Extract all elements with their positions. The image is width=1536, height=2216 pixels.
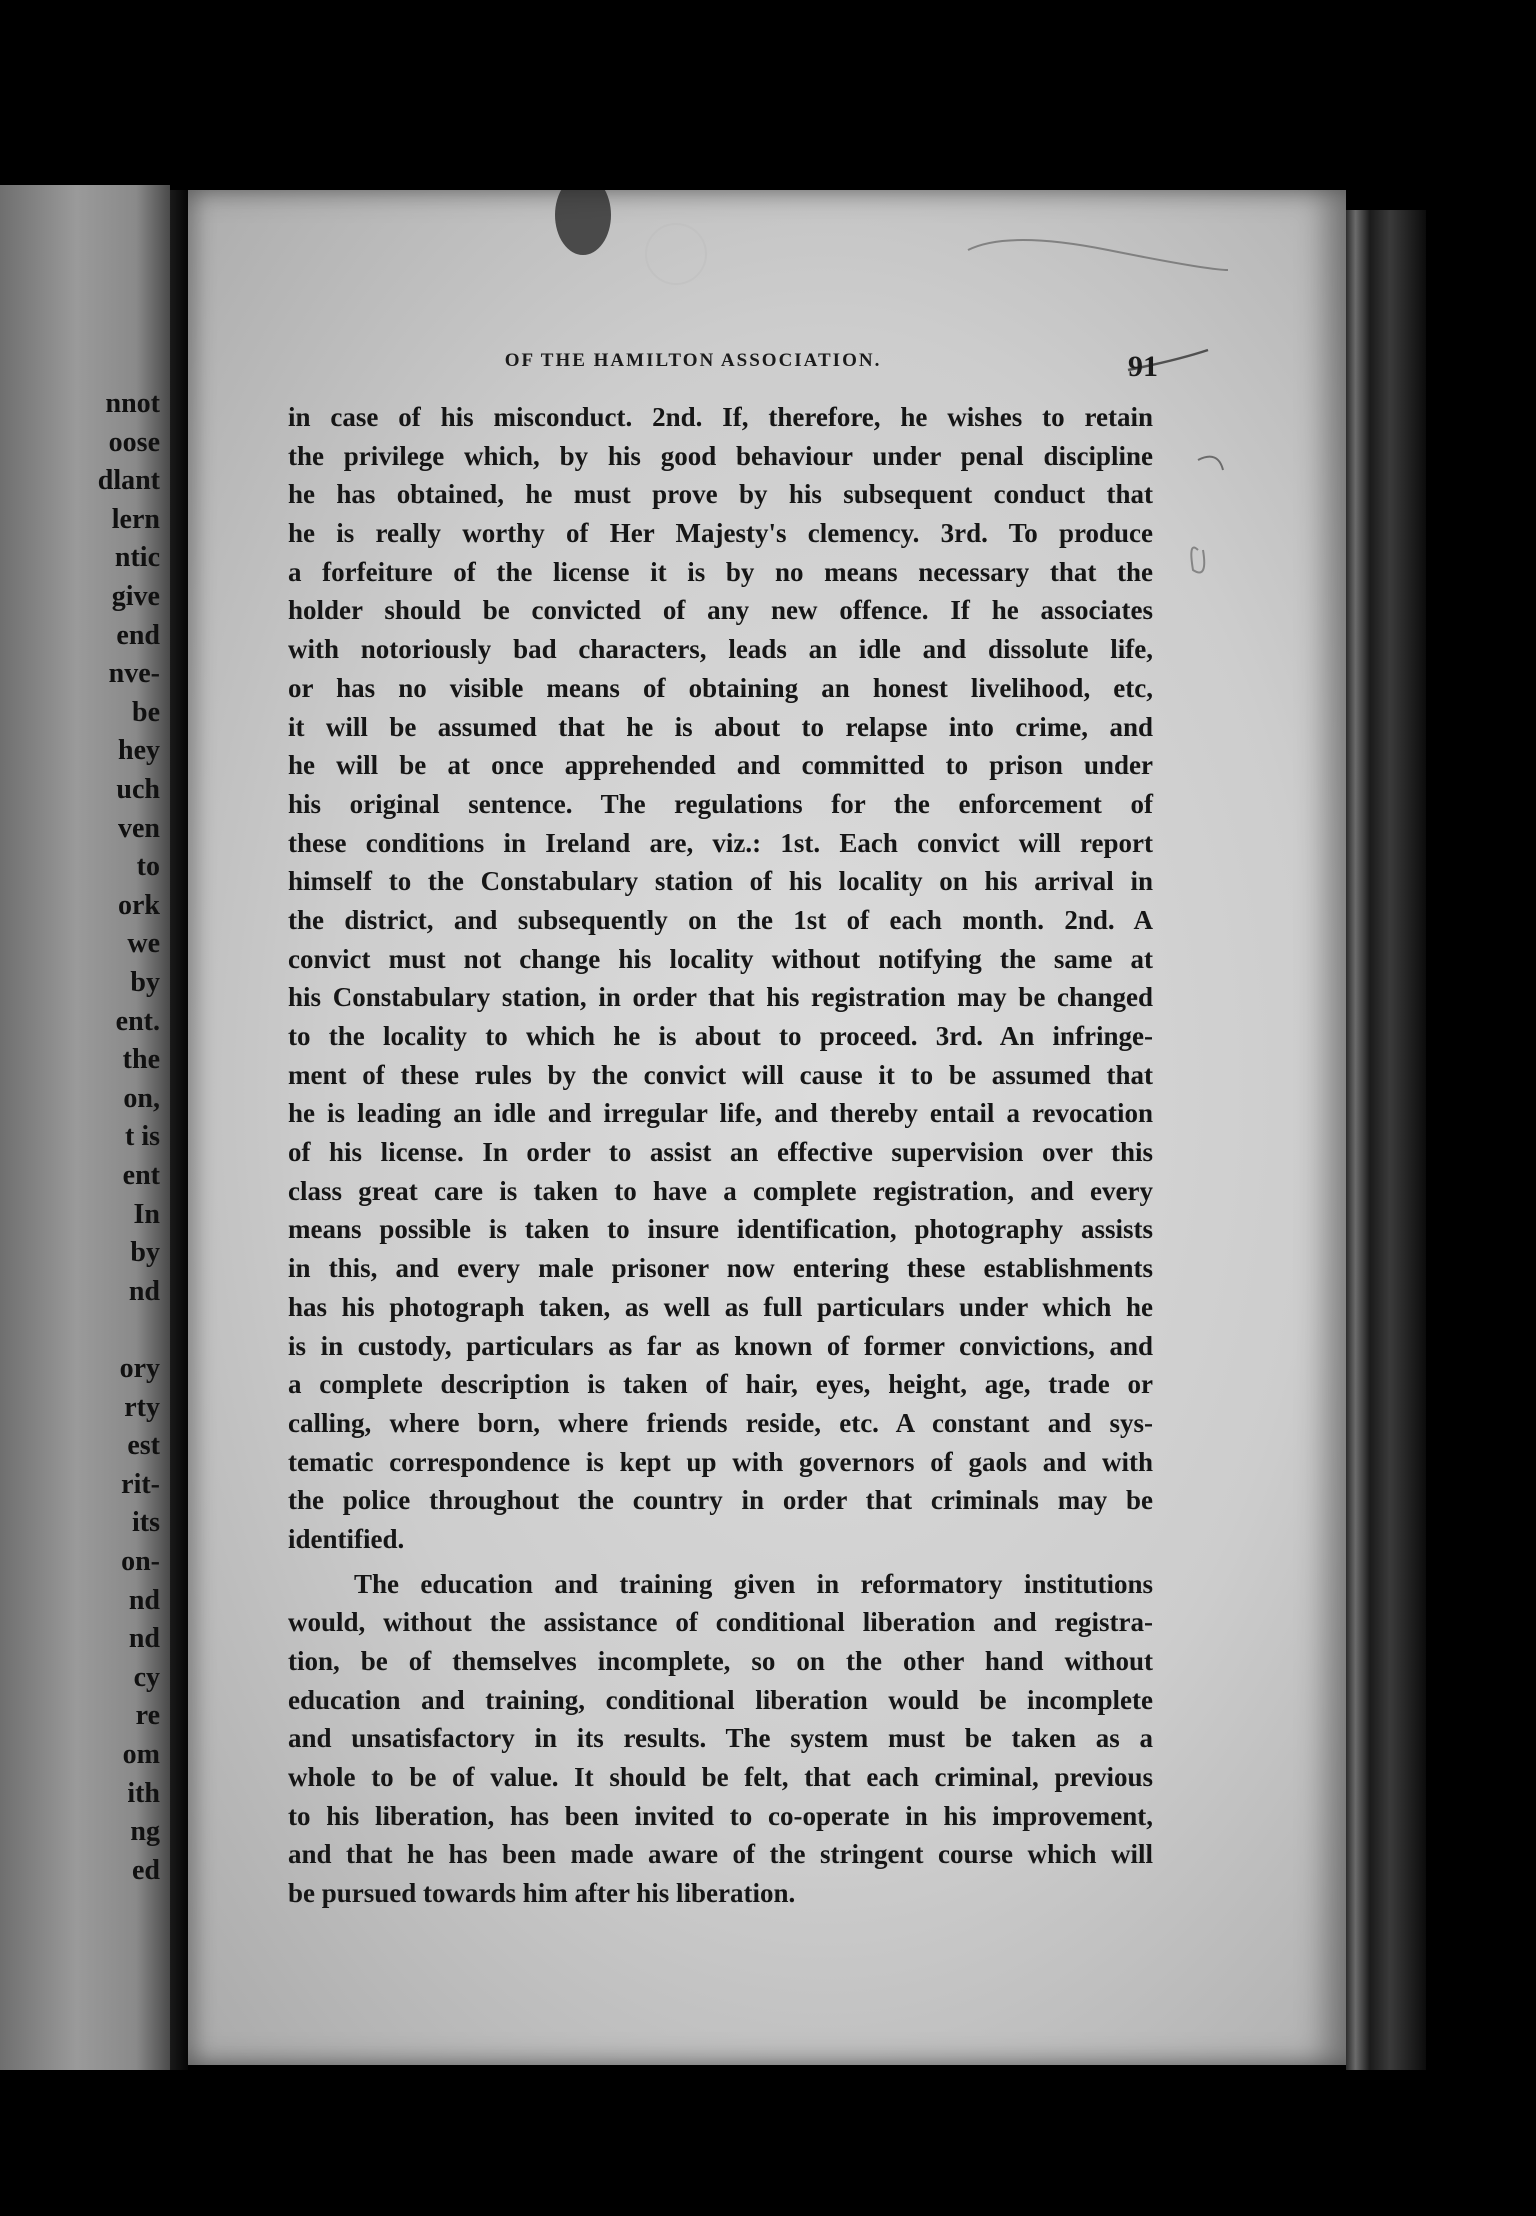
book-page	[188, 190, 1346, 2065]
facing-page-fragment: nnot	[105, 388, 160, 419]
facing-page-fragment: cy	[133, 1661, 160, 1693]
facing-page-fragment: nd	[128, 1275, 160, 1307]
text-line: holder should be convicted of any new offence. If he associates	[288, 595, 1153, 626]
text-line: a complete description is taken of hair, eyes, height, age, trade or	[288, 1369, 1153, 1400]
facing-page-fragment: nd	[128, 1584, 160, 1616]
text-line: he will be at once apprehended and committed to prison under	[288, 750, 1153, 781]
facing-page-fragment: rit-	[121, 1468, 160, 1500]
book-binding-edge	[1346, 210, 1426, 2070]
text-line: and unsatisfactory in its results. The system must be taken as a	[288, 1723, 1153, 1754]
facing-page-fragment: t is	[125, 1121, 160, 1153]
text-line: would, without the assistance of conditional liberation and registra-	[288, 1607, 1153, 1638]
facing-page-fragment: we	[127, 928, 160, 960]
facing-page-fragment: to	[136, 851, 160, 883]
text-line: tion, be of themselves incomplete, so on the other hand without	[288, 1646, 1153, 1676]
facing-page-fragment: ent.	[115, 1005, 160, 1037]
page-gutter	[170, 190, 188, 2070]
text-line: be pursued towards him after his liberation.	[288, 1878, 796, 1909]
text-line: tematic correspondence is kept up with governors of gaols and with	[288, 1446, 1153, 1477]
facing-page-fragment: uch	[116, 774, 160, 805]
facing-page-fragment: dlant	[97, 465, 160, 497]
page-number: 91	[1128, 350, 1158, 383]
text-line: and that he has been made aware of the stringent course which will	[288, 1839, 1153, 1870]
text-line: he has obtained, he must prove by his subsequent conduct that	[288, 479, 1153, 510]
facing-page-fragment: its	[132, 1507, 160, 1539]
facing-page-fragment: end	[116, 619, 160, 651]
text-line: has his photograph taken, as well as full particulars under which he	[288, 1291, 1153, 1322]
text-line: identified.	[288, 1523, 405, 1554]
facing-page-fragment: ven	[118, 812, 160, 844]
paragraph-2	[288, 1565, 1153, 1913]
facing-page-fragment: In	[133, 1198, 160, 1230]
facing-page-fragment: ntic	[114, 542, 160, 574]
text-line: is in custody, particulars as far as known of former convictions, and	[288, 1330, 1153, 1361]
paragraph-1	[288, 398, 1153, 1559]
facing-page-fragment: ory	[119, 1353, 160, 1384]
facing-page-fragment: lern	[111, 503, 160, 535]
facing-page-fragment: the	[122, 1044, 160, 1076]
text-line: ment of these rules by the convict will cause it to be assumed that	[288, 1059, 1153, 1090]
facing-page-fragment: on-	[121, 1546, 160, 1577]
facing-page-fragment: by	[130, 967, 160, 998]
text-line: he is really worthy of Her Majesty's clemency. 3rd. To produce	[288, 518, 1153, 549]
text-line: convict must not change his locality without notifying the same at	[288, 943, 1153, 974]
text-line: with notoriously bad characters, leads an idle and dissolute life,	[288, 634, 1153, 665]
text-line: education and training, conditional liberation would be incomplete	[288, 1684, 1153, 1715]
text-line: The education and training given in reformatory institutions	[354, 1568, 1153, 1599]
text-line: it will be assumed that he is about to relapse into crime, and	[288, 711, 1153, 742]
facing-page-fragment: re	[135, 1700, 160, 1732]
text-line: a forfeiture of the license it is by no means necessary that the	[288, 556, 1153, 587]
facing-page-fragment: ith	[127, 1777, 160, 1809]
facing-page-fragment: om	[122, 1739, 160, 1770]
facing-page-fragment: ent	[122, 1160, 160, 1191]
text-line: himself to the Constabulary station of his locality on his arrival in	[288, 866, 1153, 897]
facing-page-fragment: oose	[108, 426, 160, 458]
text-line: calling, where born, where friends reside, etc. A constant and sys-	[288, 1407, 1153, 1438]
text-line: the police throughout the country in order that criminals may be	[288, 1485, 1153, 1516]
facing-page-fragment: by	[130, 1237, 160, 1269]
text-line: whole to be of value. It should be felt, that each criminal, previous	[288, 1762, 1153, 1793]
facing-page-fragment: nve-	[108, 658, 160, 690]
facing-page-fragment: est	[127, 1430, 160, 1462]
facing-page-fragment: on,	[123, 1082, 160, 1114]
page-body	[288, 398, 1153, 1913]
text-line: to the locality to which he is about to proceed. 3rd. An infringe-	[288, 1021, 1153, 1051]
facing-page-fragment: give	[111, 581, 160, 612]
text-line: he is leading an idle and irregular life, and thereby entail a revocation	[288, 1098, 1153, 1129]
text-line: his Constabulary station, in order that his registration may be changed	[288, 982, 1153, 1013]
facing-page-fragment: ed	[132, 1854, 160, 1886]
text-line: means possible is taken to insure identification, photography assists	[288, 1214, 1153, 1245]
facing-page-sliver	[0, 185, 170, 2070]
facing-page-fragment: ork	[118, 889, 160, 921]
text-line: to his liberation, has been invited to co-operate in his improvement,	[288, 1800, 1153, 1831]
text-line: the district, and subsequently on the 1st of each month. 2nd. A	[288, 904, 1153, 935]
text-line: his original sentence. The regulations for the enforcement of	[288, 788, 1153, 819]
facing-page-fragment: nd	[128, 1623, 160, 1655]
facing-page-fragment: hey	[118, 735, 160, 767]
text-line: or has no visible means of obtaining an honest livelihood, etc,	[288, 672, 1153, 703]
text-line: class great care is taken to have a complete registration, and every	[288, 1175, 1153, 1206]
text-line: the privilege which, by his good behaviour under penal discipline	[288, 440, 1153, 471]
text-line: these conditions in Ireland are, viz.: 1st. Each convict will report	[288, 827, 1153, 858]
running-header: OF THE HAMILTON ASSOCIATION.	[504, 350, 882, 371]
facing-page-fragment: ng	[130, 1816, 160, 1848]
facing-page-fragment: be	[132, 696, 160, 728]
text-line: in case of his misconduct. 2nd. If, therefore, he wishes to retain	[288, 402, 1153, 432]
text-line: of his license. In order to assist an effective supervision over this	[288, 1137, 1153, 1168]
text-line: in this, and every male prisoner now entering these establishments	[288, 1253, 1153, 1284]
facing-page-fragment: rty	[124, 1391, 160, 1423]
